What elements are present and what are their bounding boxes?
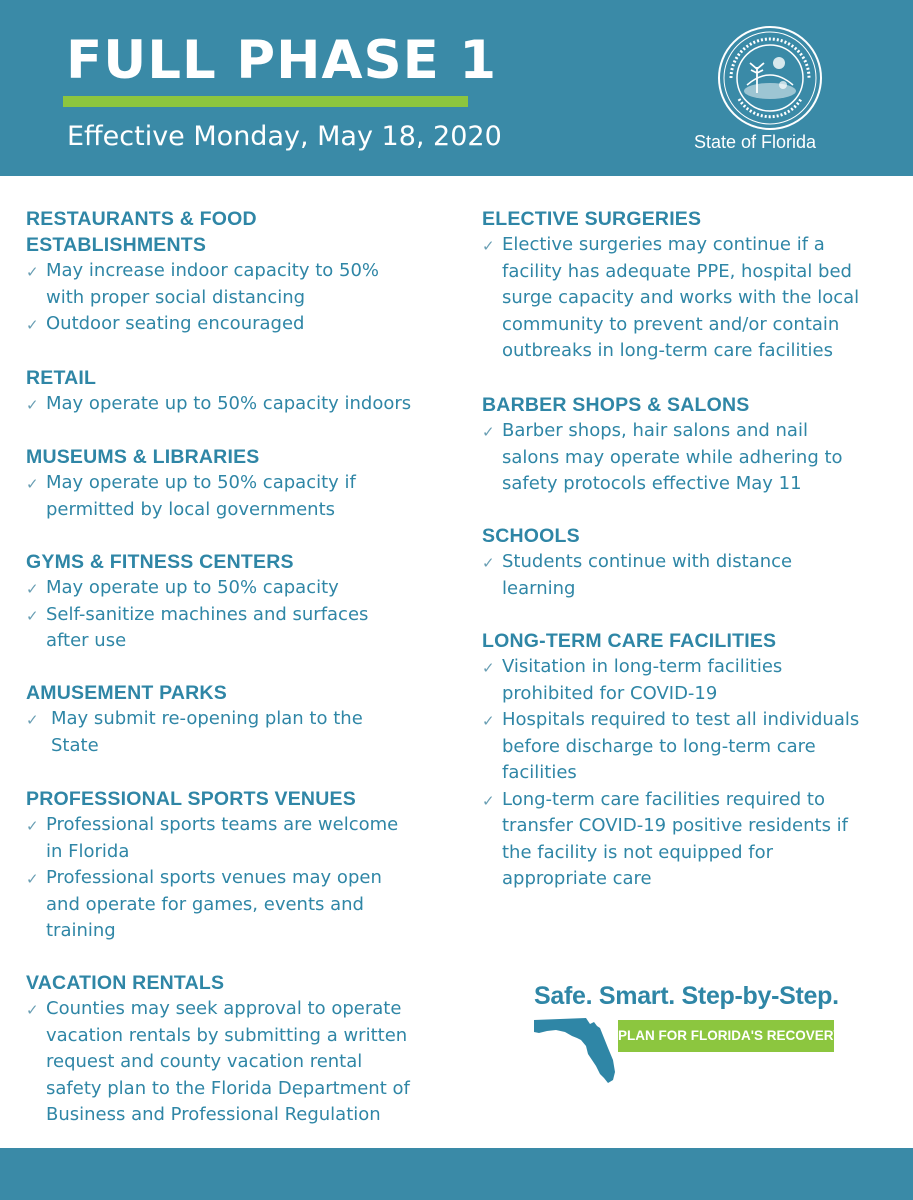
bullet-item: [482, 418, 902, 498]
bullet-item: [26, 996, 466, 1129]
checkmark-icon: ✓: [26, 316, 39, 334]
checkmark-icon: ✓: [26, 817, 39, 835]
logo-banner: PLAN FOR FLORIDA'S RECOVERY: [618, 1020, 834, 1052]
section-museums-and-libraries: [26, 444, 466, 523]
bullet-line: Self-sanitize machines and surfaces: [46, 603, 369, 625]
checkmark-icon: ✓: [26, 606, 39, 625]
bullet-line: Professional sports venues may open: [46, 867, 382, 888]
section-heading-line: ELECTIVE SURGERIES: [482, 208, 702, 230]
checkmark-icon: ✓: [482, 712, 495, 730]
section-heading: [26, 365, 466, 391]
bullet-line: request and county vacation rental: [46, 1051, 363, 1072]
title-underline: [63, 96, 468, 107]
bullet-item: [26, 575, 466, 602]
section-heading: [26, 206, 466, 258]
checkmark-icon: ✓: [26, 475, 39, 493]
recovery-plan-logo: [534, 982, 854, 1092]
bullet-line: safety plan to the Florida Department of: [46, 1077, 410, 1099]
bullet-line: in Florida: [46, 840, 130, 862]
logo-tagline: Safe. Smart. Step-by-Step.: [534, 982, 839, 1010]
checkmark-icon: ✓: [26, 1001, 39, 1019]
bullet-line: appropriate care: [502, 868, 652, 889]
bullet-item: [26, 470, 466, 523]
section-schools: [482, 523, 902, 602]
bullet-line: State: [51, 734, 99, 756]
bullet-line: after use: [46, 630, 127, 651]
bullet-line: the facility is not equipped for: [502, 841, 773, 863]
section-vacation-rentals: [26, 970, 466, 1129]
florida-seal-icon: [717, 25, 823, 131]
section-heading-line: LONG-TERM CARE FACILITIES: [482, 630, 777, 652]
bullet-item: [26, 706, 466, 759]
section-heading-line: RESTAURANTS & FOOD: [26, 208, 257, 230]
bullet-line: and operate for games, events and: [46, 893, 364, 915]
bullet-line: salons may operate while adhering to: [502, 446, 843, 468]
bullet-item: [482, 232, 902, 365]
section-restaurants-and-food-establishments: [26, 206, 466, 338]
section-heading: [482, 206, 902, 232]
footer-banner: [0, 1148, 913, 1200]
checkmark-icon: ✓: [482, 659, 495, 677]
section-heading: [26, 786, 466, 812]
bullet-line: Long-term care facilities required to: [502, 788, 825, 810]
bullet-line: vacation rentals by submitting a written: [46, 1024, 408, 1046]
bullet-line: facilities: [502, 762, 577, 783]
section-heading-line: AMUSEMENT PARKS: [26, 682, 227, 704]
section-heading-line: RETAIL: [26, 367, 97, 389]
section-heading: [482, 628, 902, 654]
section-heading-line: VACATION RENTALS: [26, 972, 225, 994]
bullet-item: [26, 812, 466, 865]
bullet-line: with proper social distancing: [46, 286, 306, 308]
checkmark-icon: ✓: [26, 263, 39, 281]
section-heading-line: GYMS & FITNESS CENTERS: [26, 551, 294, 573]
section-amusement-parks: [26, 680, 466, 759]
section-barber-shops-and-salons: [482, 392, 902, 498]
bullet-item: [26, 865, 466, 945]
section-long-term-care-facilities: [482, 628, 902, 893]
bullet-item: [482, 654, 902, 707]
section-elective-surgeries: [482, 206, 902, 365]
bullet-line: learning: [502, 577, 576, 599]
bullet-line: Visitation in long-term facilities: [502, 656, 783, 677]
bullet-line: before discharge to long-term care: [502, 735, 816, 757]
bullet-line: Barber shops, hair salons and nail: [502, 420, 808, 441]
page-title: FULL PHASE 1: [66, 30, 498, 91]
bullet-item: [26, 391, 466, 418]
section-heading: [26, 970, 466, 996]
section-heading: [482, 523, 902, 549]
checkmark-icon: ✓: [26, 870, 39, 888]
bullet-line: permitted by local governments: [46, 498, 336, 520]
section-heading: [26, 549, 466, 575]
bullet-line: Business and Professional Regulation: [46, 1104, 381, 1125]
section-heading: [26, 680, 466, 706]
bullet-item: [482, 787, 902, 893]
bullet-line: May submit re-opening plan to the: [51, 708, 363, 729]
section-heading: [482, 392, 902, 418]
bullet-line: training: [46, 920, 116, 941]
bullet-line: Elective surgeries may continue if a: [502, 234, 825, 255]
bullet-line: outbreaks in long-term care facilities: [502, 340, 833, 361]
bullet-item: [26, 258, 466, 311]
bullet-item: [26, 602, 466, 655]
section-heading-line: MUSEUMS & LIBRARIES: [26, 446, 260, 468]
bullet-line: Outdoor seating encouraged: [46, 313, 305, 334]
bullet-item: [482, 549, 902, 602]
section-retail: [26, 365, 466, 418]
state-label: State of Florida: [694, 132, 817, 152]
checkmark-icon: ✓: [482, 554, 495, 572]
section-heading-line: SCHOOLS: [482, 525, 580, 547]
bullet-line: Professional sports teams are welcome: [46, 814, 399, 835]
bullet-line: surge capacity and works with the local: [502, 287, 860, 308]
checkmark-icon: ✓: [26, 396, 39, 414]
bullet-line: Hospitals required to test all individuals: [502, 709, 860, 730]
section-heading-line: BARBER SHOPS & SALONS: [482, 394, 750, 416]
bullet-item: [26, 311, 466, 338]
bullet-line: May increase indoor capacity to 50%: [46, 260, 380, 281]
bullet-line: May operate up to 50% capacity if: [46, 472, 356, 493]
checkmark-icon: ✓: [482, 423, 495, 441]
checkmark-icon: ✓: [482, 791, 495, 810]
bullet-item: [482, 707, 902, 787]
bullet-line: community to prevent and/or contain: [502, 313, 840, 335]
checkmark-icon: ✓: [482, 237, 495, 255]
section-heading-line: PROFESSIONAL SPORTS VENUES: [26, 788, 356, 810]
effective-date: Effective Monday, May 18, 2020: [67, 121, 502, 152]
bullet-line: Students continue with distance: [502, 551, 793, 572]
bullet-line: May operate up to 50% capacity: [46, 577, 339, 598]
bullet-line: May operate up to 50% capacity indoors: [46, 393, 412, 414]
section-heading: [26, 444, 466, 470]
header-banner: [0, 0, 913, 176]
bullet-line: prohibited for COVID-19: [502, 682, 718, 704]
bullet-line: Counties may seek approval to operate: [46, 998, 402, 1019]
bullet-line: safety protocols effective May 11: [502, 473, 802, 494]
checkmark-icon: ✓: [26, 711, 39, 729]
section-gyms-and-fitness-centers: [26, 549, 466, 655]
bullet-line: transfer COVID-19 positive residents if: [502, 815, 849, 836]
bullet-line: facility has adequate PPE, hospital bed: [502, 260, 852, 282]
section-professional-sports-venues: [26, 786, 466, 945]
checkmark-icon: ✓: [26, 580, 39, 598]
section-heading-line: ESTABLISHMENTS: [26, 234, 207, 256]
